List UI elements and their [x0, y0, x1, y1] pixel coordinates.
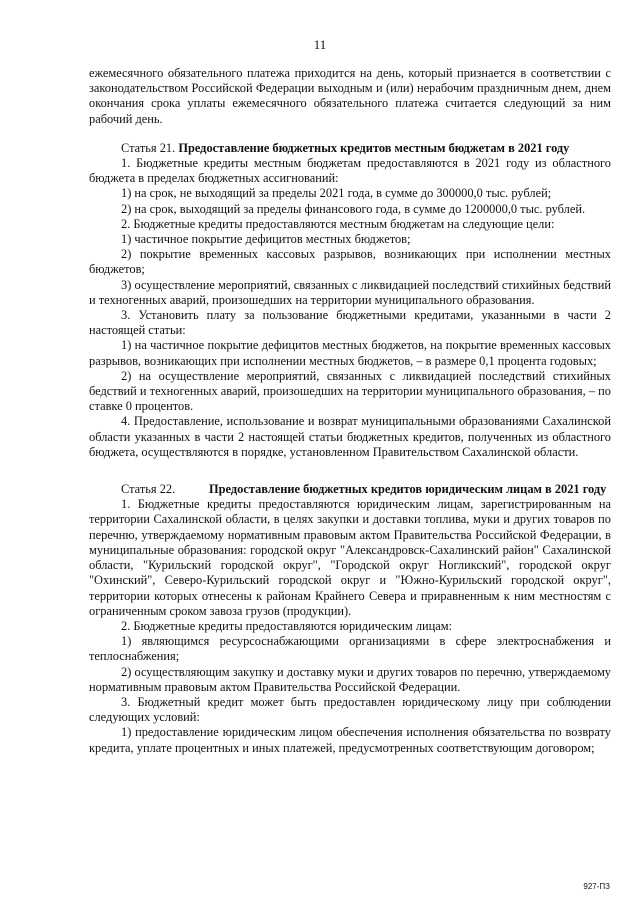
article-21-item: 2) на срок, выходящий за пределы финансового года, в сумме до 1200000,0 тыс. рублей. — [121, 201, 586, 216]
article-21-paragraph: 4. Предоставление, использование и возврат муниципальными образованиями Сахалинской области указанных в части 2 настоящей статьи бюджетных кредитов, полученных из областного бюджета, осуществляются в порядке, установленном Правительством Сахалинской области. — [89, 414, 611, 459]
intro-paragraph: ежемесячного обязательного платежа приходится на день, который признается в соответствии с законодательством Российской Федерации выходным и (или) нерабочим праздничным днем, днем окончания срока уплаты ежемесячного обязательного платежа считается следующий за ним рабочий день. — [89, 66, 611, 126]
article-21-item: 1) на срок, не выходящий за пределы 2021 года, в сумме до 300000,0 тыс. рублей; — [121, 186, 552, 201]
document-code: 927-ПЗ — [583, 882, 610, 891]
article-22-paragraph: 1. Бюджетные кредиты предоставляются юридическим лицам, зарегистрированным на территории Сахалинской области, в целях закупки и доставки топлива, муки и других товаров по перечню, утверждаемому нормативным правовым актом Правительства Российской Федерации, в муниципальные образования: городской округ "Александровск-Сахалинский район" Сахалинской области, "Курильский городской округ", "Городской округ Ногликский", городской округ "Охинский", Северо-Курильский городской округ и "Южно-Курильский городской округ", территории которых отнесены к районам Крайнего Севера и приравненным к ним местностям с ограниченным сроком завоза грузов (продукции). — [89, 497, 611, 618]
article-22-paragraph: 2. Бюджетные кредиты предоставляются юридическим лицам: — [121, 618, 453, 633]
article-22-item: 1) предоставление юридическим лицом обеспечения исполнения обязательства по возврату кредита, уплате процентных и иных платежей, предусмотренных соответствующим договором; — [89, 725, 611, 755]
article-21-paragraph: 2. Бюджетные кредиты предоставляются местным бюджетам на следующие цели: — [121, 216, 555, 231]
article-22-item: 1) являющимся ресурсоснабжающими организациями в сфере электроснабжения и теплоснабжения; — [89, 634, 611, 664]
article-21-item: 1) частичное покрытие дефицитов местных бюджетов; — [121, 232, 411, 247]
page-number: 11 — [313, 37, 327, 52]
article-22-paragraph: 3. Бюджетный кредит может быть предоставлен юридическому лицу при соблюдении следующих условий: — [89, 694, 611, 725]
article-21-item: 2) покрытие временных кассовых разрывов, возникающих при исполнении местных бюджетов; — [89, 247, 611, 277]
article-21-heading — [89, 141, 611, 156]
article-21-item: 2) на осуществление мероприятий, связанных с ликвидацией последствий стихийных бедствий и техногенных аварий, произошедших на территории муниципального образования, – по ставке 0 процентов. — [89, 368, 611, 414]
article-21-label: Статья 21. — [121, 140, 176, 155]
article-22-title: Предоставление бюджетных кредитов юридическим лицам в 2021 году — [209, 482, 607, 497]
article-21-item: 1) на частичное покрытие дефицитов местных бюджетов, на покрытие временных кассовых разрывов, возникающих при исполнении местных бюджетов, – в размере 0,1 процента годовых; — [89, 338, 611, 368]
article-21-paragraph: 3. Установить плату за пользование бюджетными кредитами, указанными в части 2 настоящей статьи: — [89, 308, 611, 338]
article-22-heading — [89, 482, 611, 497]
article-21-title: Предоставление бюджетных кредитов местным бюджетам в 2021 году — [178, 140, 570, 155]
article-22-item: 2) осуществляющим закупку и доставку муки и других товаров по перечню, утверждаемому нормативным правовым актом Правительства Российской Федерации. — [89, 664, 611, 694]
document-body — [89, 66, 611, 756]
article-22-label: Статья 22. — [121, 482, 176, 497]
article-21-item: 3) осуществление мероприятий, связанных с ликвидацией последствий стихийных бедствий и техногенных аварий, произошедших на территории муниципального образования. — [89, 277, 611, 307]
article-21-paragraph: 1. Бюджетные кредиты местным бюджетам предоставляются в 2021 году из областного бюджета в пределах бюджетных ассигнований: — [89, 156, 611, 186]
